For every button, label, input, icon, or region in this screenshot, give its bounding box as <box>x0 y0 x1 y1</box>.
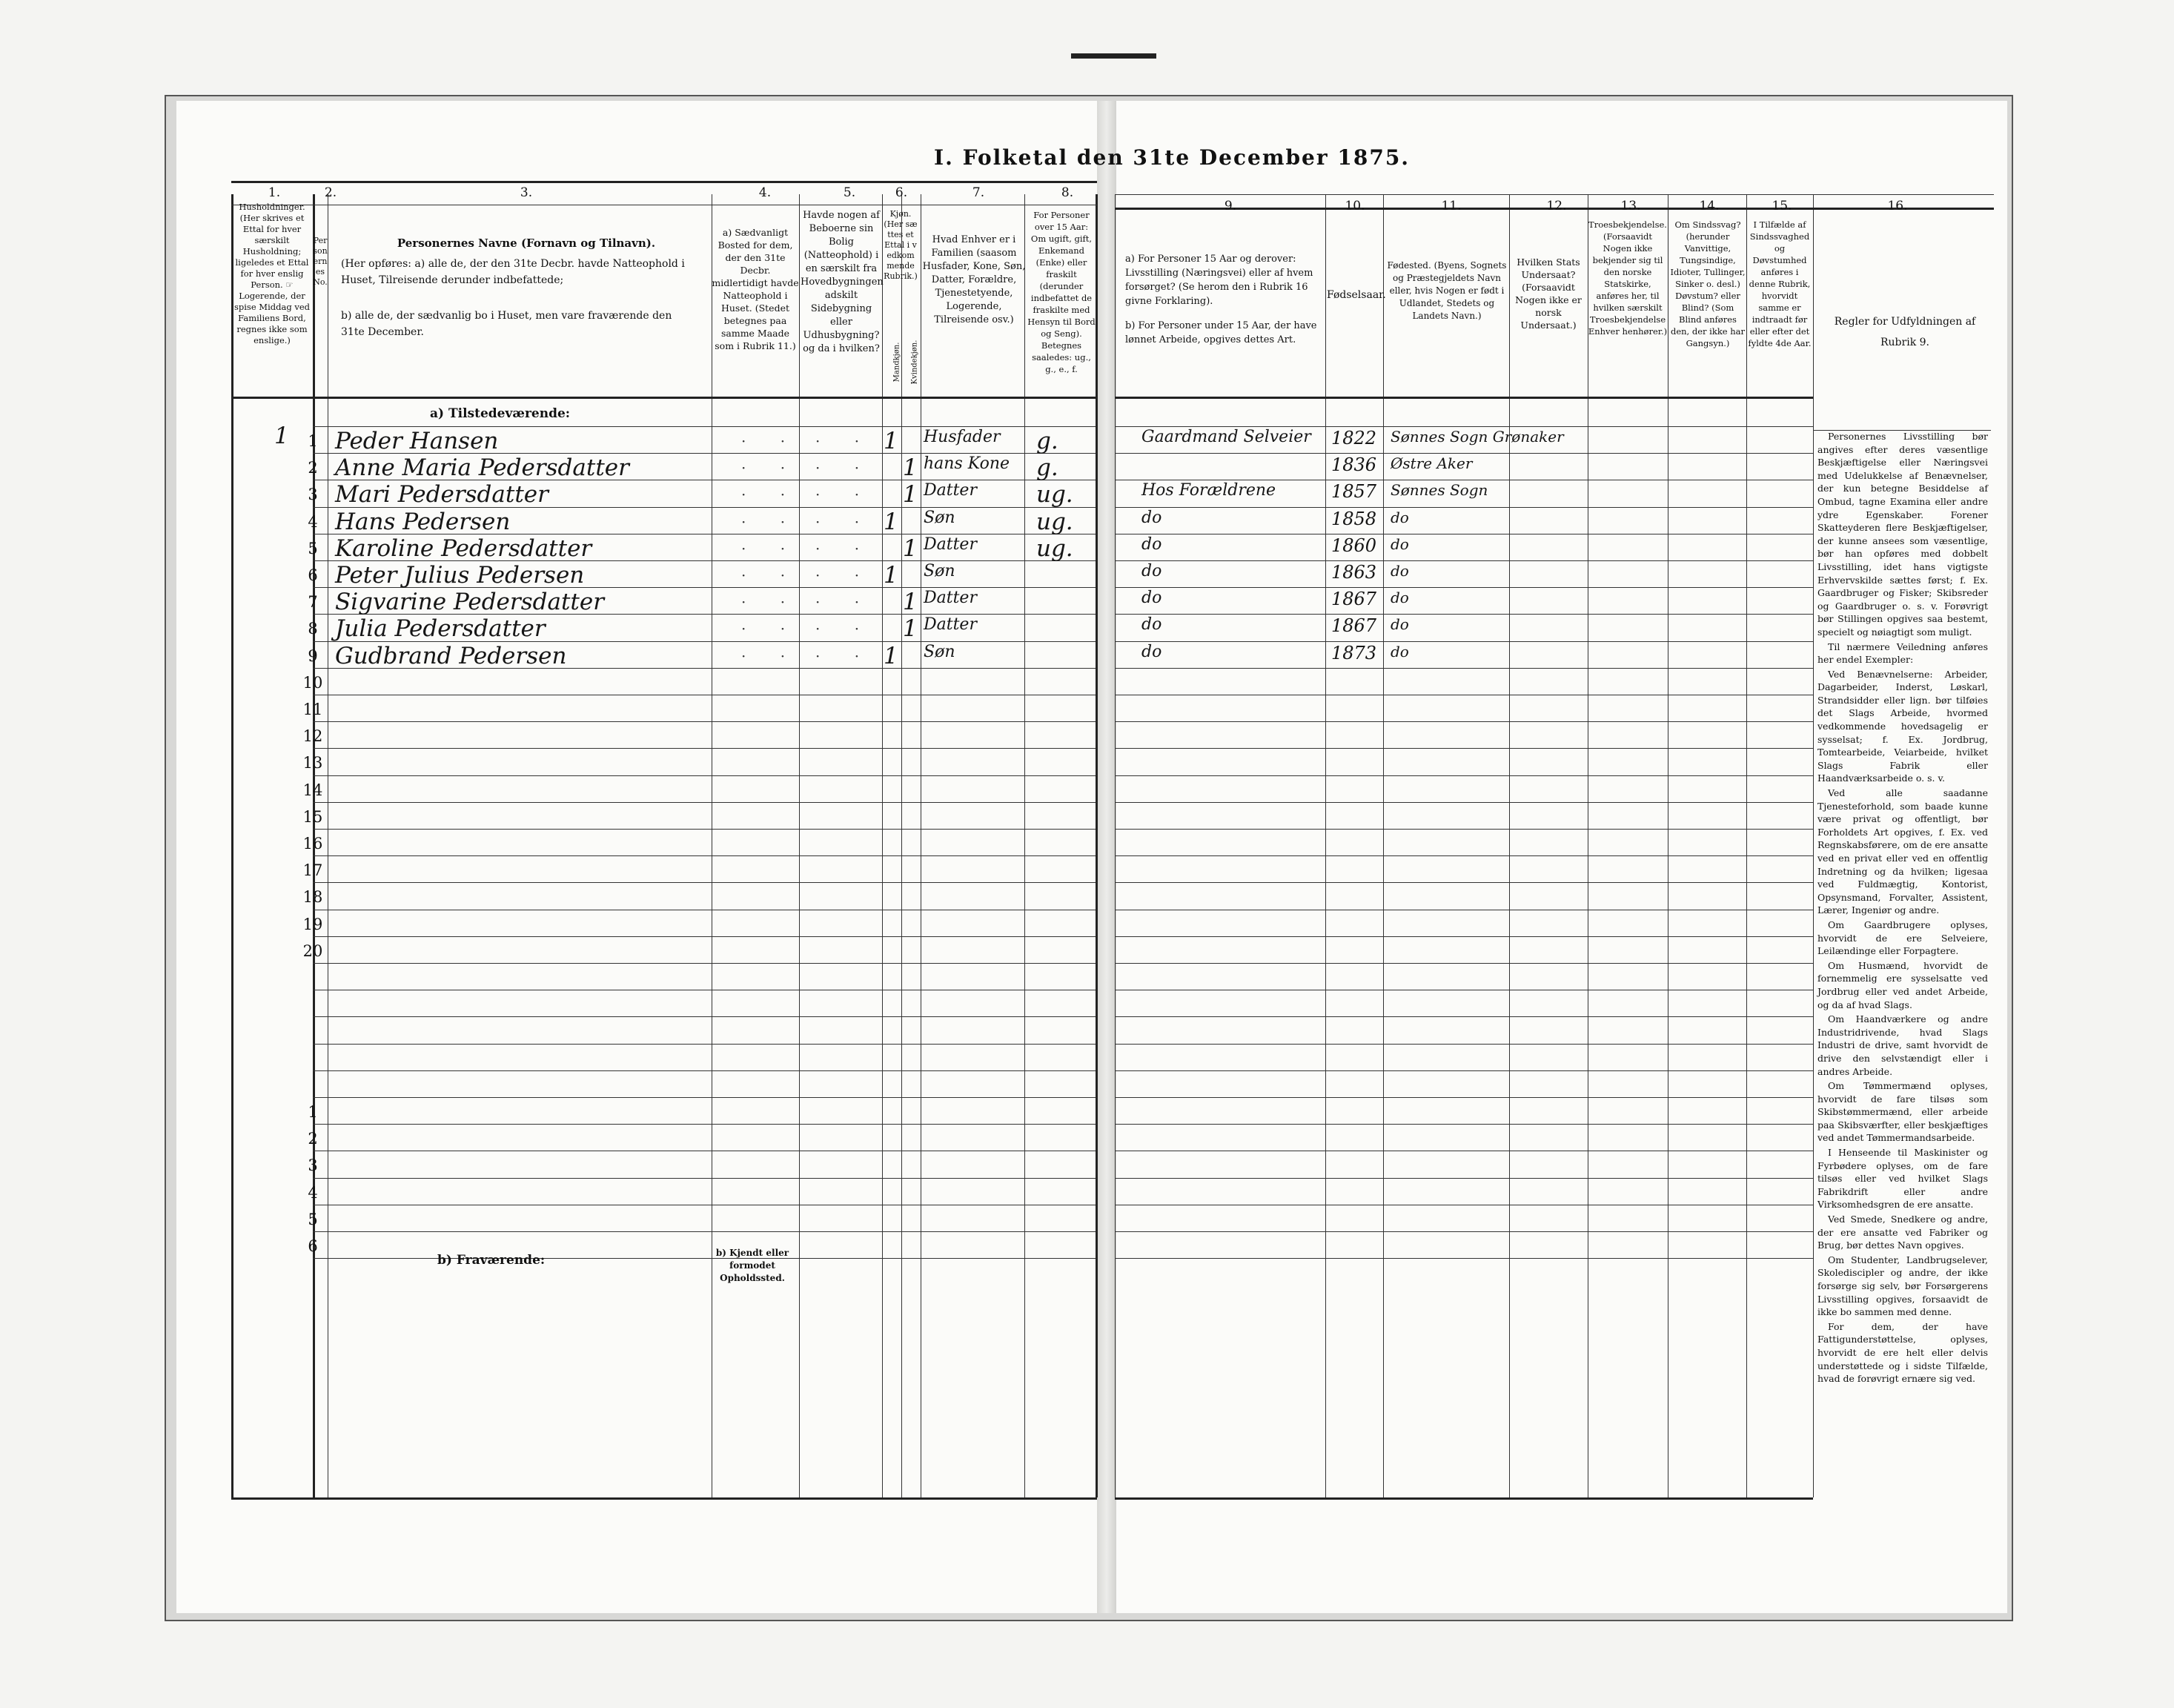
rule-line <box>231 181 1097 183</box>
col4-dots: · · <box>741 566 801 584</box>
scan-top-mark <box>1071 53 1156 59</box>
header-c13: Troesbekjendelse. (Forsaavidt Nogen ikke bekjender sig til den norske Statskirke, anføres her, til hvilken særskilt Troesbekjendelse Enhver henhører.) <box>1588 219 1668 337</box>
header-c3-a: (Her opføres: a) alle de, der den 31te Decbr. havde Natteophold i Huset, Tilreisende derunder indbefattede; <box>341 258 685 286</box>
family-role: Husfader <box>924 428 1001 446</box>
occupation: do <box>1141 643 1162 661</box>
section-present: a) Tilstedeværende: <box>430 406 571 421</box>
row-number: 4 <box>308 513 318 531</box>
rule-line <box>313 963 1096 964</box>
birthplace: do <box>1391 643 1409 661</box>
column-number: 4. <box>758 185 772 200</box>
rule-line <box>1115 1178 1813 1179</box>
absent-row-number: 3 <box>308 1156 318 1174</box>
col5-dots: · · <box>815 647 875 665</box>
row-number: 12 <box>302 727 323 745</box>
rule-paragraph: Om Gaardbrugere oplyses, hvorvidt de ere Selveiere, Leilændinge eller Forpagtere. <box>1817 918 1988 957</box>
column-line <box>799 194 800 1497</box>
birthplace: do <box>1391 589 1409 606</box>
header-c7: Hvad Enhver er i Familien (saasom Husfader, Kone, Søn, Datter, Forældre, Tjenestetyende, Logerende, Tilreisende osv.) <box>922 234 1026 325</box>
male-mark: 1 <box>884 643 898 669</box>
rule-line <box>1115 802 1813 803</box>
section-absent: b) Fraværende: <box>437 1253 546 1268</box>
col5-dots: · · <box>815 620 875 638</box>
rule-line <box>1115 397 1813 399</box>
col4-dots: · · <box>741 459 801 477</box>
row-number: 17 <box>302 861 323 879</box>
header-c11: Fødested. (Byens, Sognets og Præstegjeldets Navn eller, hvis Nogen er født i Udlandet, Stedets og Landets Navn.) <box>1387 260 1507 321</box>
row-number: 10 <box>302 674 323 692</box>
col5-dots: · · <box>815 566 875 584</box>
column-line <box>882 194 883 1497</box>
male-mark: 1 <box>884 428 898 454</box>
absent-row-number: 1 <box>308 1103 318 1121</box>
rule-line <box>1115 641 1813 642</box>
rule-paragraph: Om Studenter, Landbrugselever, Skolediscipler og andre, der ikke forsørge sig selv, bør Forsørgerens Livsstilling opgives, forsaavidt de ikke bo sammen med denne. <box>1817 1254 1988 1318</box>
family-role: Søn <box>924 562 955 580</box>
column-number: 8. <box>1061 185 1074 200</box>
column-number: 5. <box>843 185 856 200</box>
column-line <box>901 194 902 1497</box>
rule-line <box>1115 1124 1813 1125</box>
family-role: Datter <box>924 535 977 554</box>
column-number: 6. <box>895 185 908 200</box>
rule-paragraph: Ved Benævnelserne: Arbeider, Dagarbeider, Inderst, Løskarl, Strandsidder eller lign. bør tilføies det Slags Arbeide, hvormed vedkommende hovedsagelig er sysselsat; f. Ex. Jordbrug, Tomtearbeide, Veiarbeide, hvilket Slags Fabrik eller Haandværksarbeide o. s. v. <box>1817 668 1988 784</box>
rule-line <box>313 802 1096 803</box>
birth-year: 1822 <box>1331 428 1377 448</box>
rule-line <box>1115 507 1813 508</box>
row-number: 13 <box>302 754 323 772</box>
rule-line <box>313 748 1096 749</box>
person-name: Mari Pedersdatter <box>335 481 549 508</box>
birth-year: 1836 <box>1331 454 1377 475</box>
header-c1: Husholdninger. (Her skrives et Ettal for hver særskilt Husholdning; ligeledes et Ettal for hver enslig Person. ☞ Logerende, der spise Middag ved Familiens Bord, regnes ikke som enslige.) <box>233 202 311 345</box>
rule-line <box>1115 194 1994 195</box>
rule-paragraph: Til nærmere Veiledning anføres her endel Exempler: <box>1817 640 1988 666</box>
occupation: do <box>1141 589 1162 607</box>
row-number: 14 <box>302 781 323 799</box>
rule-line <box>313 1044 1096 1045</box>
row-number: 1 <box>308 432 318 450</box>
rule-line <box>313 1178 1096 1179</box>
rule-line <box>1115 1016 1813 1017</box>
family-role: Datter <box>924 615 977 634</box>
header-c3-title: Personernes Navne (Fornavn og Tilnavn). <box>397 236 656 250</box>
col4-dots: · · <box>741 486 801 503</box>
col5-dots: · · <box>815 540 875 557</box>
column-line <box>231 194 233 1497</box>
row-number: 20 <box>302 942 323 960</box>
rule-line <box>1115 587 1813 588</box>
header-c6-male: Mandkjøn. <box>892 342 901 383</box>
row-number: 5 <box>308 540 318 557</box>
rule-line <box>231 397 1097 399</box>
col5-dots: · · <box>815 513 875 531</box>
header-c4: a) Sædvanligt Bosted for dem, der den 31te Decbr. midlertidigt havde Natteophold i Huset. (Stedet betegnes paa samme Maade som i Rubrik 11.) <box>712 227 799 351</box>
section-absent-c4: b) Kjendt eller formodet Opholdssted. <box>715 1248 789 1283</box>
rule-line <box>313 775 1096 776</box>
row-number: 9 <box>308 647 318 665</box>
column-number: 9. <box>1224 199 1237 214</box>
rule-line <box>1115 668 1813 669</box>
header-c14: Om Sindssvag? (herunder Vanvittige, Tungsindige, Idioter, Tullinger, Sinker o. desl.) Døvstum? eller Blind? (Som Blind anføres den, der ikke har Gangsyn.) <box>1670 219 1746 348</box>
male-mark: 1 <box>884 509 898 535</box>
absent-row-number: 5 <box>308 1211 318 1228</box>
column-number: 10. <box>1345 199 1365 214</box>
row-number: 8 <box>308 620 318 638</box>
header-c8: For Personer over 15 Aar: Om ugift, gift, Enkemand (Enke) eller fraskilt (derunder indbefattet de fraskilte med Hensyn til Bord og Seng). Betegnes saaledes: ug., g., e., f. <box>1027 210 1096 374</box>
rule-line <box>313 855 1096 856</box>
row-number: 11 <box>302 701 323 718</box>
occupation: do <box>1141 562 1162 580</box>
family-role: Datter <box>924 481 977 500</box>
person-name: Anne Maria Pedersdatter <box>335 454 629 481</box>
rule-line <box>1115 963 1813 964</box>
rule-line <box>1115 882 1813 883</box>
header-c9-b: b) For Personer under 15 Aar, der have lønnet Arbeide, opgives dettes Art. <box>1125 320 1317 345</box>
rule-line <box>313 829 1096 830</box>
civil-status: ug. <box>1036 509 1073 535</box>
column-number: 15. <box>1772 199 1792 214</box>
person-name: Hans Pedersen <box>335 509 511 535</box>
birthplace: Sønnes Sogn <box>1391 481 1488 499</box>
rule-line <box>1115 453 1813 454</box>
column-number: 3. <box>520 185 533 200</box>
page-title: I. Folketal den 31te December 1875. <box>934 145 1411 170</box>
col5-dots: · · <box>815 593 875 611</box>
column-number: 14. <box>1699 199 1720 214</box>
rule-line <box>1115 748 1813 749</box>
row-number: 19 <box>302 916 323 933</box>
column-line <box>1024 194 1025 1497</box>
civil-status: ug. <box>1036 535 1073 562</box>
rule-paragraph: For dem, der have Fattigunderstøttelse, oplyses, hvorvidt de ere helt eller delvis understøttede og i sidste Tilfælde, hvad de forøvrigt ernære sig ved. <box>1817 1320 1988 1385</box>
column-number: 2. <box>324 185 337 200</box>
family-role: hans Kone <box>924 454 1010 473</box>
header-c15: I Tilfælde af Sindssvaghed og Døvstumhed anføres i denne Rubrik, hvorvidt samme er indtraadt før eller efter det fyldte 4de Aar. <box>1748 219 1812 348</box>
occupation: do <box>1141 509 1162 527</box>
civil-status: ug. <box>1036 481 1073 508</box>
person-name: Gudbrand Pedersen <box>335 643 567 669</box>
column-line <box>1813 194 1814 1497</box>
rule-line <box>313 721 1096 722</box>
rule-line <box>313 936 1096 937</box>
birth-year: 1860 <box>1331 535 1377 556</box>
female-mark: 1 <box>903 535 918 562</box>
rule-paragraph: I Henseende til Maskinister og Fyrbødere oplyses, om de fare tilsøs eller ved hvilket Slags Fabrikdrift eller andre Virksomhedsgren de ere ansatte. <box>1817 1147 1988 1211</box>
rule-line <box>1115 1258 1813 1259</box>
birthplace: Sønnes Sogn Grønaker <box>1391 428 1564 446</box>
rule-line <box>1115 721 1813 722</box>
rule-line <box>313 1016 1096 1017</box>
rule-line <box>1115 1070 1813 1071</box>
col4-dots: · · <box>741 432 801 450</box>
row-number: 6 <box>308 566 318 584</box>
person-name: Julia Pedersdatter <box>335 615 546 642</box>
rule-line <box>1115 560 1813 561</box>
col4-dots: · · <box>741 540 801 557</box>
family-role: Søn <box>924 643 955 661</box>
occupation: Hos Forældrene <box>1141 481 1276 500</box>
col5-dots: · · <box>815 486 875 503</box>
rule-line <box>1115 614 1813 615</box>
row-number: 15 <box>302 808 323 826</box>
birth-year: 1857 <box>1331 481 1377 502</box>
column-number: 16. <box>1887 199 1908 214</box>
person-name: Peter Julius Pedersen <box>335 562 585 589</box>
female-mark: 1 <box>903 454 918 481</box>
civil-status: g. <box>1036 454 1058 481</box>
header-c12: Hvilken Stats Undersaat? (Forsaavidt Nogen ikke er norsk Undersaat.) <box>1515 256 1582 331</box>
header-c5: Havde nogen af Beboerne sin Bolig (Natteophold) i en særskilt fra Hovedbygningen adskilt Sidebygning eller Udhusbygning? og da i hvilken? <box>801 210 884 354</box>
row-number: 16 <box>302 835 323 853</box>
column-line <box>1383 194 1384 1497</box>
rule-line <box>231 1497 1097 1500</box>
header-c2: Personernes No. <box>313 236 328 287</box>
birthplace: do <box>1391 562 1409 580</box>
column-line <box>1325 194 1326 1497</box>
col5-dots: · · <box>815 459 875 477</box>
row-number: 18 <box>302 888 323 906</box>
column-line <box>1115 194 1116 1497</box>
rule-paragraph: Ved alle saadanne Tjenesteforhold, som baade kunne være privat og offentligt, bør Forholdets Art opgives, f. Ex. ved Regnskabsførere, om de ere ansatte ved en privat eller ved en offentlig Indretning og da hvilken; ligesaa ved Fuldmægtig, Kontorist, Opsynsmand, Forvalter, Assistent, Lærer, Ingeniør og andre. <box>1817 787 1988 916</box>
rule-line <box>313 1070 1096 1071</box>
rule-line <box>1115 1097 1813 1098</box>
rule-line <box>1115 1497 1813 1500</box>
household-mark: 1 <box>274 423 289 449</box>
header-c6: Kjøn. (Her sættes et Ettal i vedkommende Rubrik.) <box>884 209 918 281</box>
header-c16: Regler for Udfyldningen af Rubrik 9. <box>1834 316 1976 348</box>
column-number: 13. <box>1620 199 1641 214</box>
rule-paragraph: Om Haandværkere og andre Industridrivende, hvad Slags Industri de drive, samt hvorvidt de drive den selvstændigt eller i andres Arbeide. <box>1817 1013 1988 1077</box>
rule-paragraph: Personernes Livsstilling bør angives efter deres væsentlige Beskjæftigelse eller Næringsvei med Udelukkelse af Benævnelser, der kun betegne Besiddelse af Ombud, tagne Examina eller andre ydre Egenskaber. Forener Skatteyderen flere Beskjæftigelser, der kunne ansees som væsentlige, bør han opføres med dobbelt Livsstilling, idet hans vigtigste Erhvervskilde sættes først; f. Ex. Gaardbruger og Fisker; Skibsreder og Gaardbruger o. s. v. Forøvrigt bør Stillingen opgives saa bestemt, specielt og nøiagtigt som muligt. <box>1817 431 1988 638</box>
row-number: 3 <box>308 486 318 503</box>
col4-dots: · · <box>741 513 801 531</box>
column-line <box>1096 194 1098 1497</box>
absent-row-number: 6 <box>308 1237 318 1255</box>
rule-line <box>1115 426 1813 427</box>
occupation: do <box>1141 615 1162 634</box>
rule-paragraph: Om Husmænd, hvorvidt de fornemmelig ere sysselsatte ved Jordbrug eller ved andet Arbeide, og da af hvad Slags. <box>1817 959 1988 1010</box>
absent-row-number: 2 <box>308 1130 318 1148</box>
rule-line <box>1115 855 1813 856</box>
rule-line <box>313 1124 1096 1125</box>
absent-row-number: 4 <box>308 1184 318 1202</box>
column-line <box>1746 194 1747 1497</box>
birth-year: 1867 <box>1331 615 1377 636</box>
column-line <box>1509 194 1510 1497</box>
person-name: Peder Hansen <box>335 428 499 454</box>
row-number: 2 <box>308 459 318 477</box>
rule-line <box>1115 829 1813 830</box>
occupation: Gaardmand Selveier <box>1141 428 1311 446</box>
family-role: Datter <box>924 589 977 607</box>
female-mark: 1 <box>903 615 918 642</box>
rule-line <box>313 1097 1096 1098</box>
column-number: 11. <box>1441 199 1462 214</box>
birth-year: 1873 <box>1331 643 1377 663</box>
male-mark: 1 <box>884 562 898 589</box>
rule-line <box>1115 1231 1813 1232</box>
column-number: 7. <box>972 185 985 200</box>
rule-line <box>313 1231 1096 1232</box>
birthplace: do <box>1391 535 1409 553</box>
rule-line <box>1115 1044 1813 1045</box>
female-mark: 1 <box>903 589 918 615</box>
birth-year: 1867 <box>1331 589 1377 609</box>
column-number: 1. <box>268 185 281 200</box>
header-c9-a: a) For Personer 15 Aar og derover: Livsstilling (Næringsvei) eller af hvem forsørget? (Se herom den i Rubrik 16 givne Forklaring). <box>1125 254 1313 307</box>
col4-dots: · · <box>741 593 801 611</box>
occupation: do <box>1141 535 1162 554</box>
female-mark: 1 <box>903 481 918 508</box>
birthplace: Østre Aker <box>1391 454 1473 472</box>
rule-paragraph: Ved Smede, Snedkere og andre, der ere ansatte ved Fabriker og Brug, bør dettes Navn opgives. <box>1817 1214 1988 1251</box>
book-gutter <box>1097 101 1116 1613</box>
column-number: 12. <box>1546 199 1567 214</box>
header-c10: Fødselsaar. <box>1327 289 1386 301</box>
header-c6-female: Kvindekjøn. <box>910 340 919 385</box>
birthplace: do <box>1391 509 1409 526</box>
rule-line <box>1115 775 1813 776</box>
person-name: Sigvarine Pedersdatter <box>335 589 605 615</box>
birth-year: 1858 <box>1331 509 1377 529</box>
person-name: Karoline Pedersdatter <box>335 535 592 562</box>
col4-dots: · · <box>741 647 801 665</box>
rule-line <box>313 882 1096 883</box>
rules-text <box>1817 430 1988 1387</box>
col4-dots: · · <box>741 620 801 638</box>
family-role: Søn <box>924 509 955 527</box>
header-c3-b: b) alle de, der sædvanlig bo i Huset, men vare fraværende den 31te December. <box>341 310 672 338</box>
birth-year: 1863 <box>1331 562 1377 583</box>
rule-line <box>1115 936 1813 937</box>
rule-line <box>313 1258 1096 1259</box>
civil-status: g. <box>1036 428 1058 454</box>
birthplace: do <box>1391 615 1409 633</box>
col5-dots: · · <box>815 432 875 450</box>
rule-line <box>313 426 1096 427</box>
rule-paragraph: Om Tømmermænd oplyses, hvorvidt de fare tilsøs som Skibstømmermænd, eller arbeide paa Skibsværfter, eller beskjæftiges ved andet Tømmermandsarbeide. <box>1817 1080 1988 1144</box>
row-number: 7 <box>308 593 318 611</box>
